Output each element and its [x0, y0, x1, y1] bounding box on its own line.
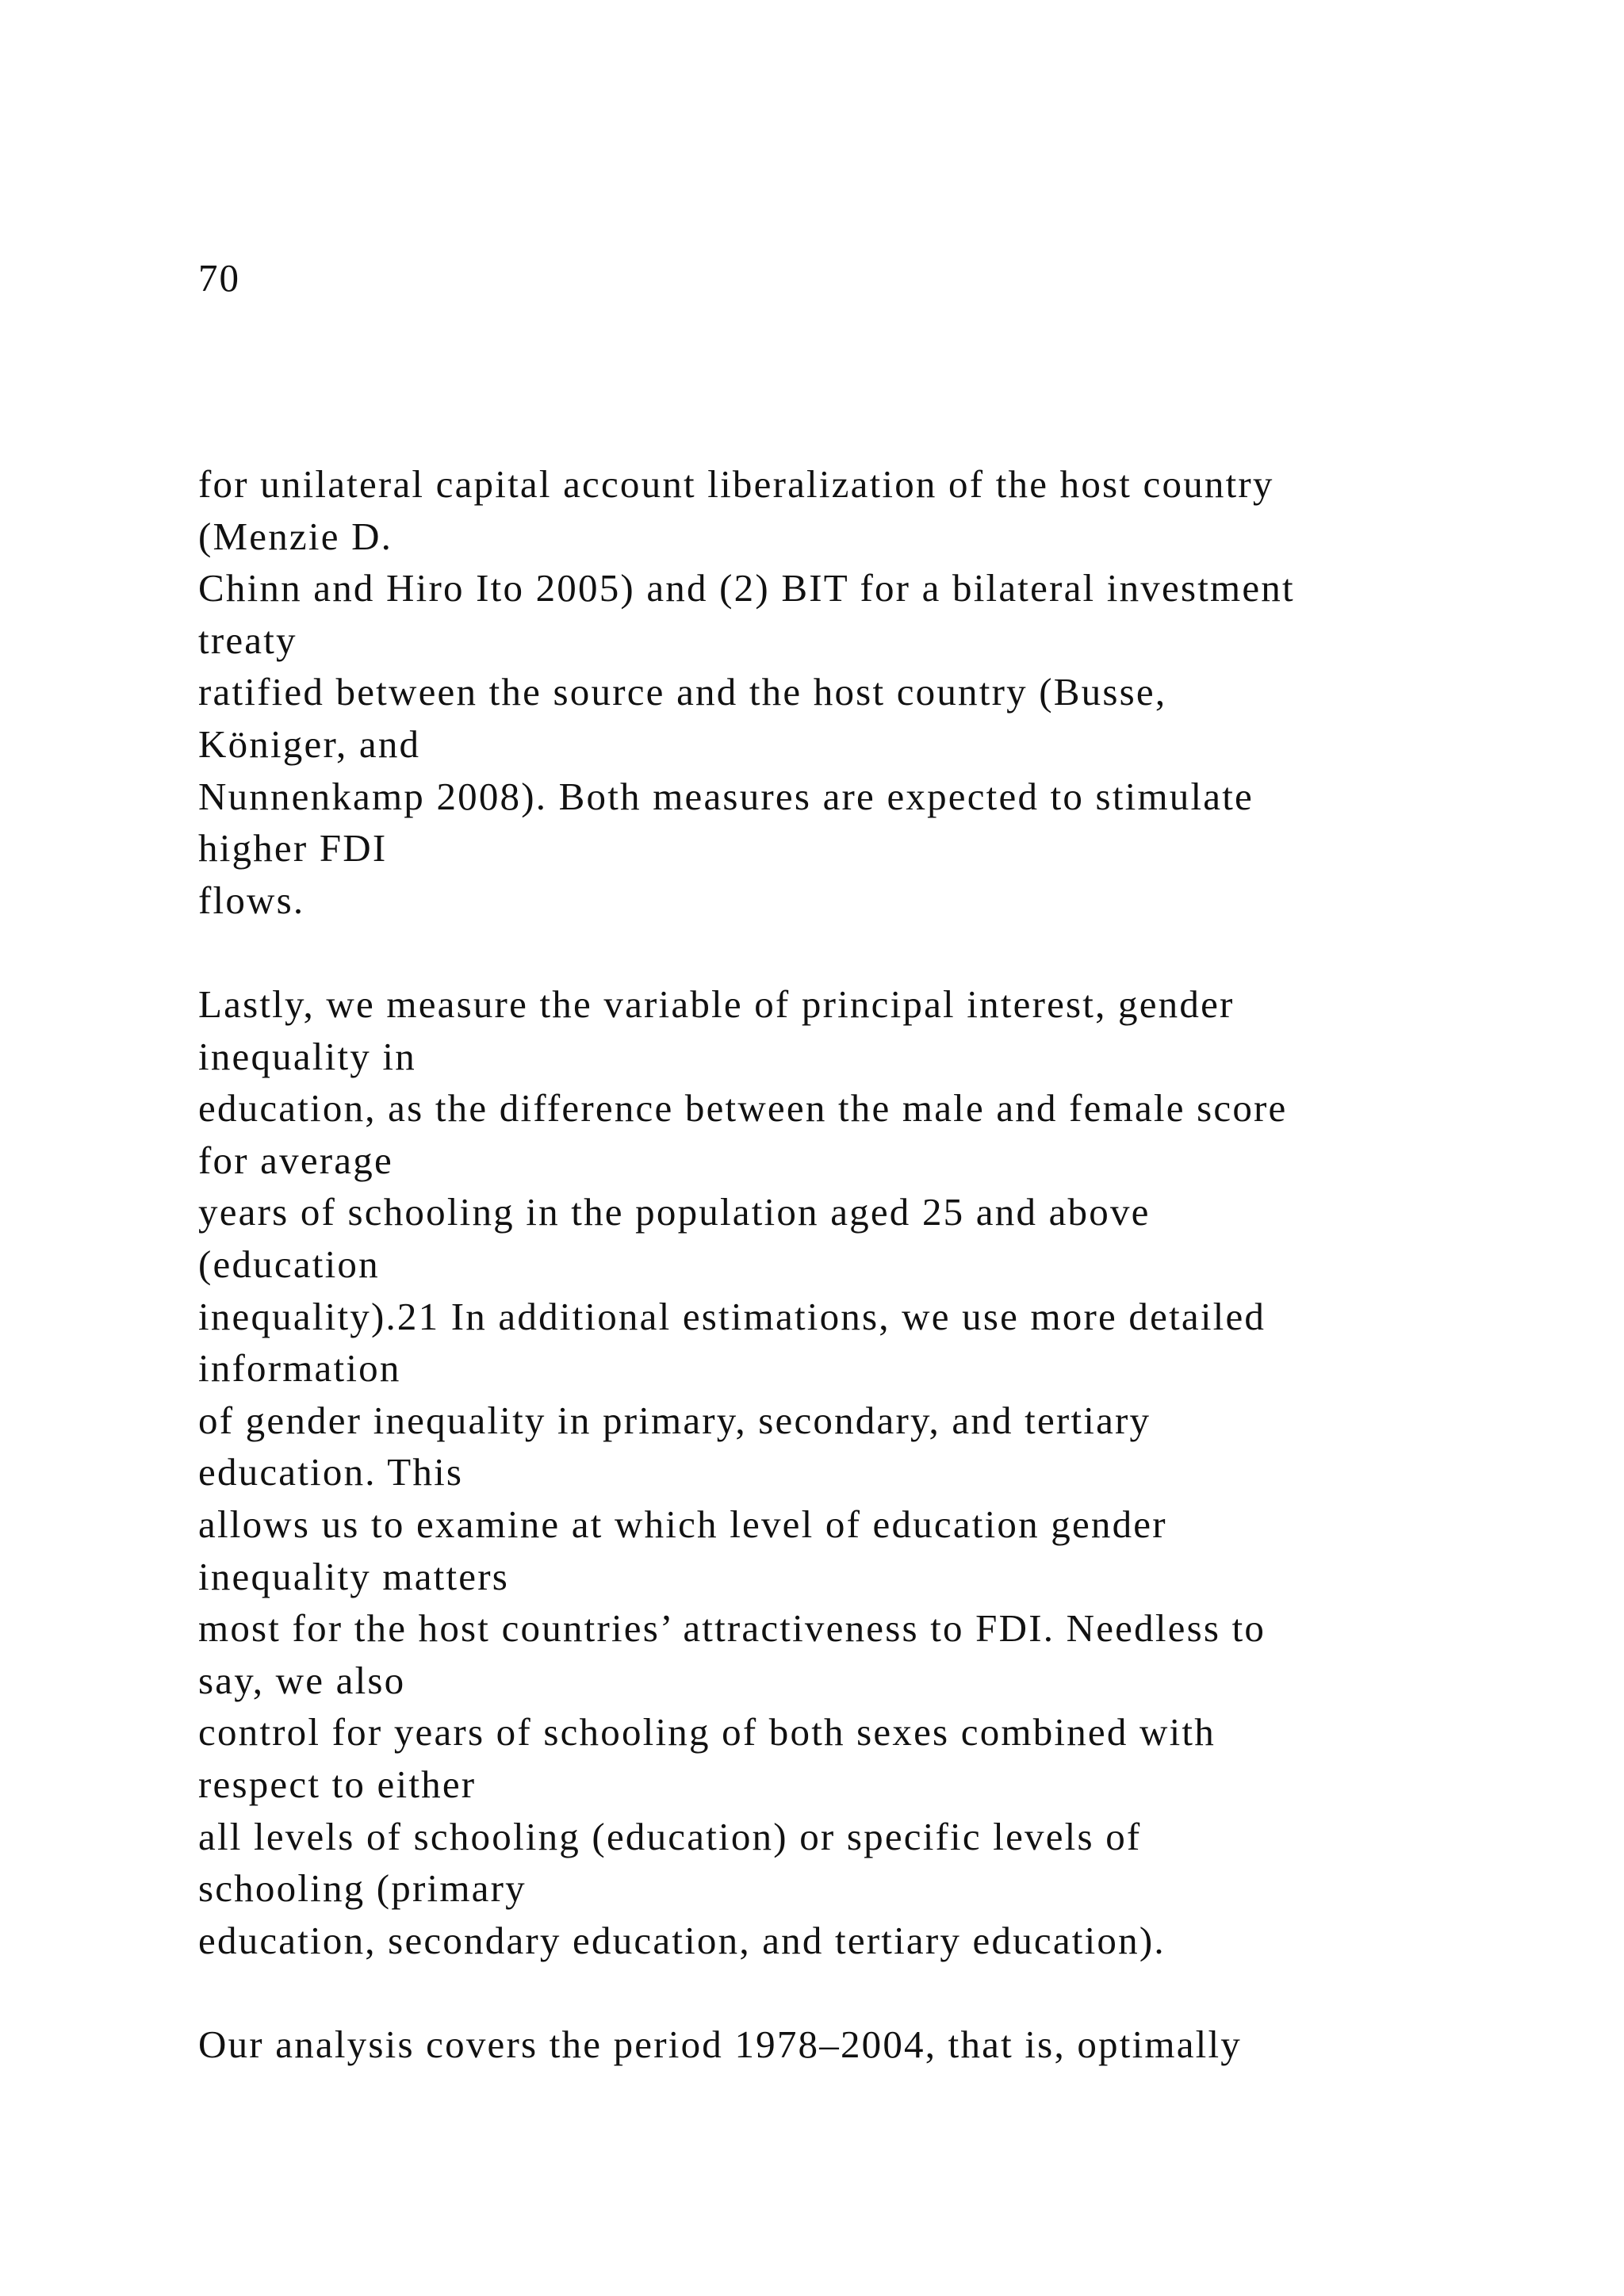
- text-line: education, secondary education, and tertiary education).: [198, 1918, 1166, 1962]
- text-line: Königer, and: [198, 721, 421, 766]
- text-line: control for years of schooling of both sexes combined with: [198, 1710, 1216, 1755]
- text-line: treaty: [198, 618, 297, 662]
- text-line: all levels of schooling (education) or specific levels of: [198, 1814, 1142, 1858]
- text-line: (Menzie D.: [198, 514, 393, 558]
- text-line: allows us to examine at which level of education gender: [198, 1502, 1167, 1546]
- text-line: information: [198, 1346, 401, 1391]
- text-line: inequality in: [198, 1034, 416, 1078]
- text-line: for average: [198, 1138, 393, 1182]
- text-line: of gender inequality in primary, secondary, and tertiary: [198, 1398, 1151, 1442]
- text-line: (education: [198, 1242, 380, 1286]
- page-number: 70: [198, 256, 240, 300]
- text-line: years of schooling in the population aged 25 and above: [198, 1190, 1151, 1234]
- text-line: Nunnenkamp 2008). Both measures are expected to stimulate: [198, 774, 1254, 818]
- text-line: flows.: [198, 878, 305, 922]
- paragraph-analysis-period: [198, 2019, 1546, 2071]
- text-line: inequality).21 In additional estimations, we use more detailed: [198, 1294, 1266, 1338]
- text-line: for unilateral capital account liberalization of the host country: [198, 462, 1274, 506]
- paragraph-gender-inequality: [198, 978, 1546, 1966]
- text-line: schooling (primary: [198, 1866, 527, 1911]
- text-line: Lastly, we measure the variable of principal interest, gender: [198, 982, 1235, 1026]
- text-line: respect to either: [198, 1762, 477, 1806]
- text-line: ratified between the source and the host country (Busse,: [198, 670, 1167, 714]
- paragraph-capital-account: [198, 458, 1546, 926]
- text-line: Chinn and Hiro Ito 2005) and (2) BIT for a bilateral investment: [198, 566, 1295, 610]
- text-line: say, we also: [198, 1658, 406, 1702]
- text-line: education. This: [198, 1450, 464, 1494]
- text-line: higher FDI: [198, 826, 388, 871]
- text-line: education, as the difference between the male and female score: [198, 1086, 1288, 1131]
- text-line: inequality matters: [198, 1554, 510, 1598]
- text-line: most for the host countries’ attractiveness to FDI. Needless to: [198, 1606, 1266, 1651]
- text-line: Our analysis covers the period 1978–2004, that is, optimally: [198, 2022, 1242, 2066]
